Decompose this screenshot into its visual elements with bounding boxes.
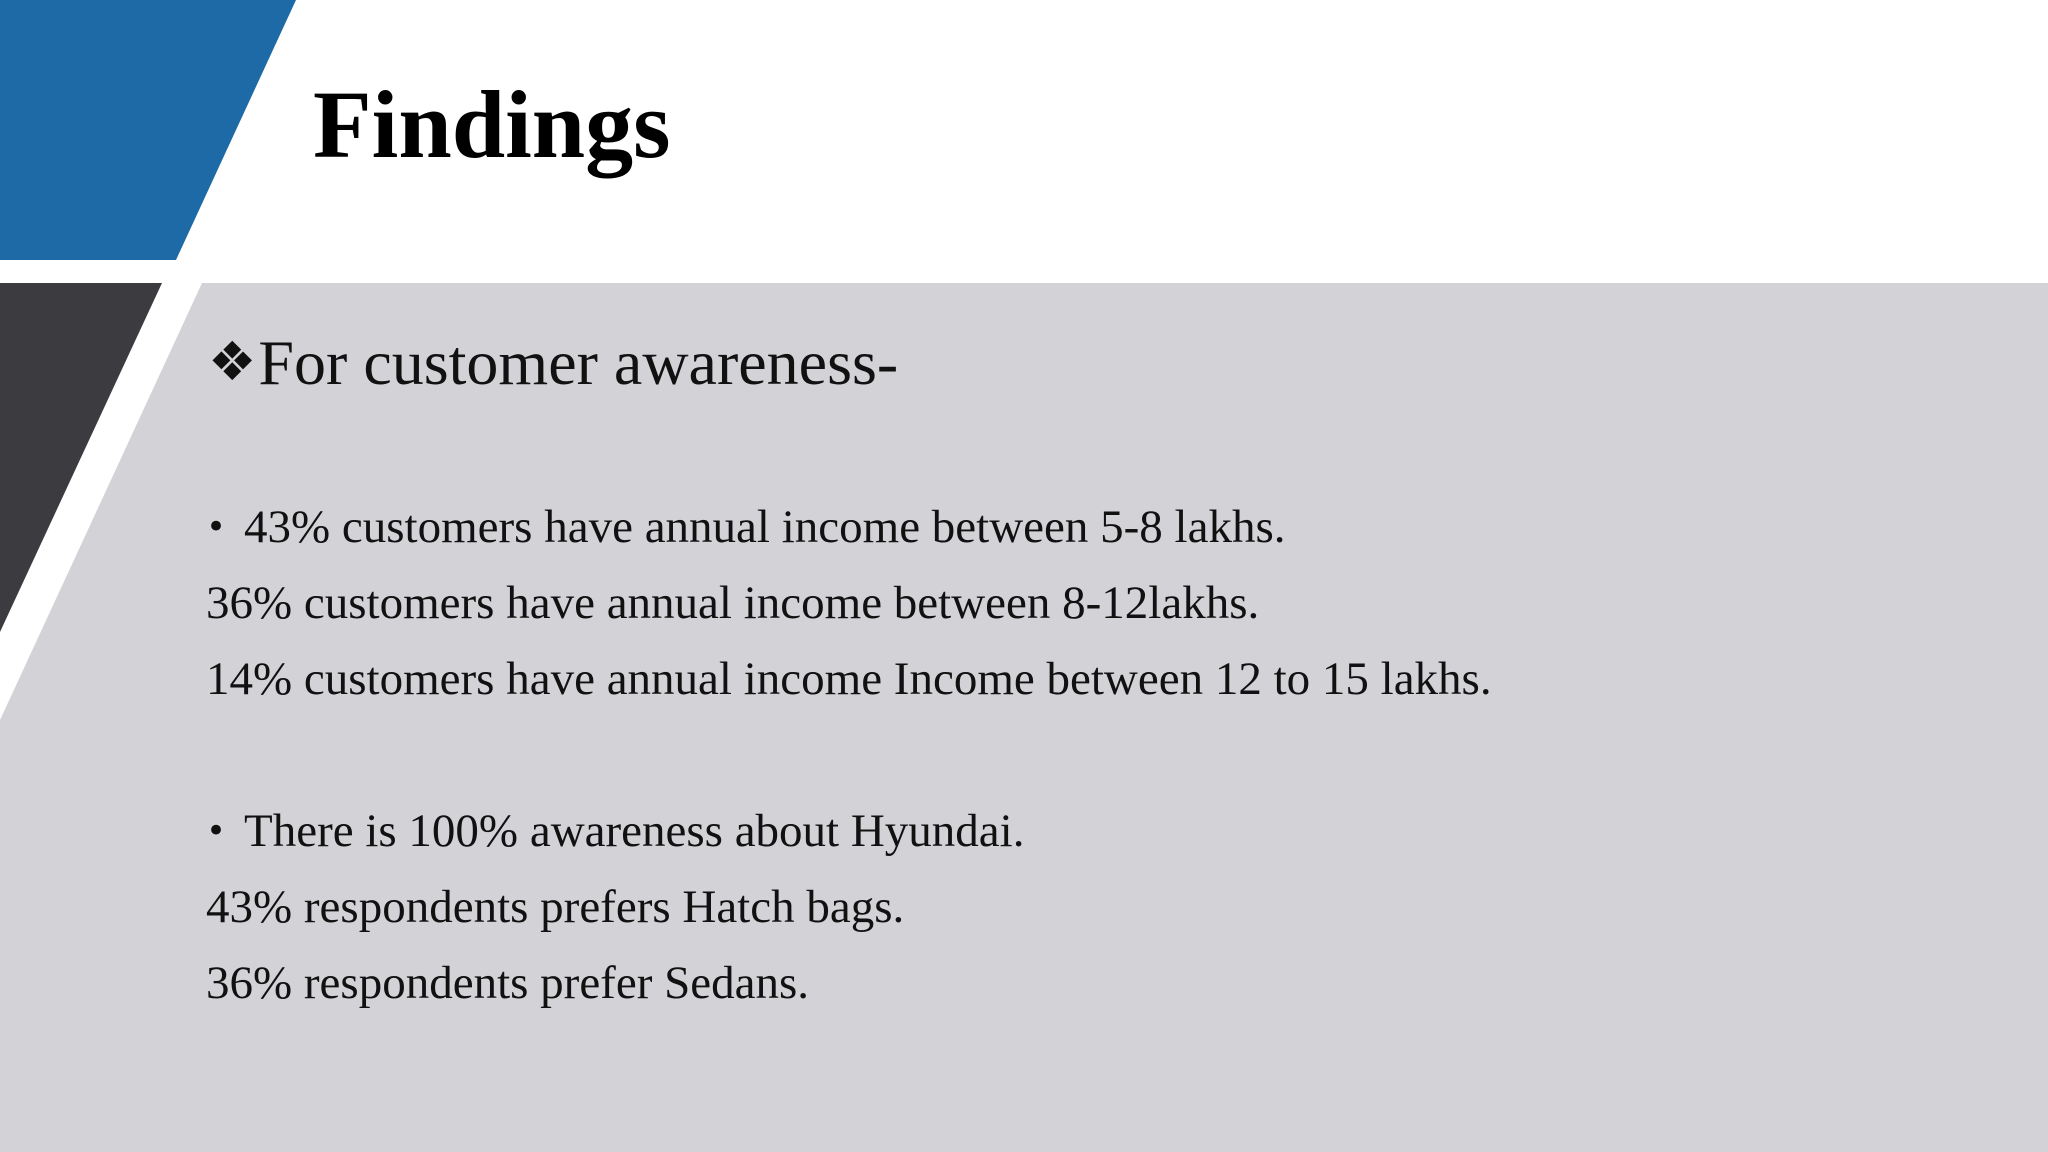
section-heading-text: For customer awareness- [258,327,899,398]
list-item-text: 14% customers have annual income Income between 12 to 15 lakhs. [206,653,1492,705]
list-item-text: 36% customers have annual income between 8-12lakhs. [206,577,1260,629]
four-diamond-icon: ❖ [208,330,257,393]
list-item [206,953,809,1013]
list-item-text: 43% customers have annual income between 5-8 lakhs. [244,501,1286,553]
list-item [206,877,904,937]
gray-content-panel [0,283,2048,1152]
list-item [206,497,1286,557]
blue-corner-shape [0,0,296,260]
list-item-text: There is 100% awareness about Hyundai. [244,805,1025,857]
list-item-text: 36% respondents prefer Sedans. [206,957,809,1009]
bullet-icon: • [206,507,227,547]
page-title: Findings [313,71,671,178]
section-heading [208,322,898,403]
bullet-icon: • [206,811,227,851]
list-item [206,649,1492,709]
list-item [206,573,1259,633]
list-item-text: 43% respondents prefers Hatch bags. [206,881,905,933]
list-item [206,801,1024,861]
